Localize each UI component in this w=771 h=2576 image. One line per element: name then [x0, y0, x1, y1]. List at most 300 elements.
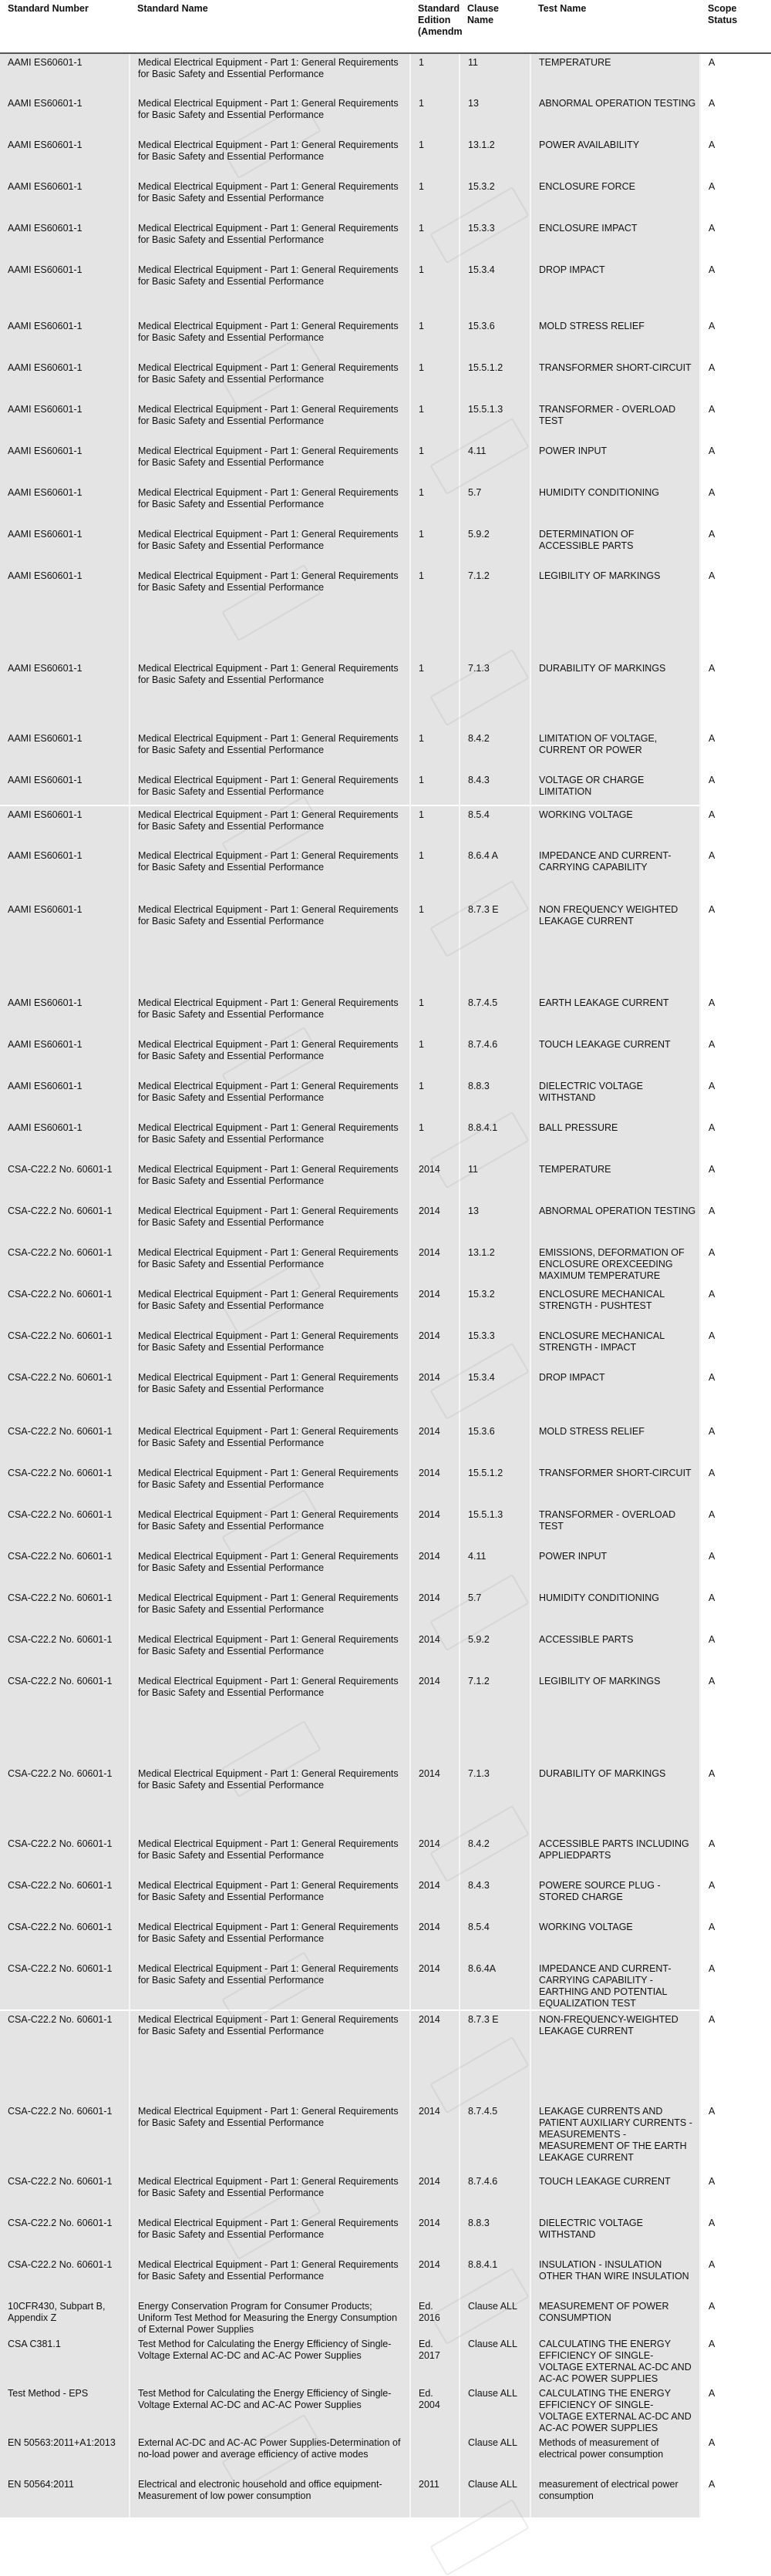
table-row [0, 2476, 771, 2517]
table-row [0, 178, 771, 220]
scope-status-cell: A [700, 805, 771, 847]
table-row [0, 1036, 771, 1078]
table-row [0, 772, 771, 805]
standard-number-cell: CSA-C22.2 No. 60601-1 [0, 1548, 130, 1589]
scope-status-cell: A [700, 1835, 771, 1877]
clause-cell: 8.7.3 E [460, 2010, 530, 2103]
table-row [0, 805, 771, 847]
standard-name-cell: Medical Electrical Equipment - Part 1: General Requirements for Basic Safety and Essential Performance [130, 2256, 410, 2298]
test-name-cell: ENCLOSURE FORCE [530, 178, 700, 220]
standard-number-cell: AAMI ES60601-1 [0, 178, 130, 220]
standard-name-cell: Test Method for Calculating the Energy Efficiency of Single-Voltage External AC-DC and AC-AC Power Supplies [130, 2336, 410, 2385]
clause-cell: 11 [460, 53, 530, 95]
scope-status-cell: A [700, 359, 771, 401]
clause-cell: 8.8.3 [460, 2214, 530, 2256]
clause-cell: 7.1.2 [460, 1673, 530, 1765]
col-header-clause-name: Clause Name [460, 0, 530, 53]
clause-cell: Clause ALL [460, 2476, 530, 2517]
table-row [0, 1327, 771, 1369]
edition-cell: 1 [410, 1078, 460, 1119]
standard-name-cell: Medical Electrical Equipment - Part 1: General Requirements for Basic Safety and Essential Performance [130, 1506, 410, 1548]
table-row [0, 1078, 771, 1119]
standard-number-cell: AAMI ES60601-1 [0, 805, 130, 847]
table-row [0, 2256, 771, 2298]
test-name-cell: TOUCH LEAKAGE CURRENT [530, 2173, 700, 2214]
test-name-cell: LEAKAGE CURRENTS AND PATIENT AUXILIARY CURRENTS - MEASUREMENTS - MEASUREMENT OF THE EARTH LEAKAGE CURRENT [530, 2103, 700, 2173]
test-name-cell: MOLD STRESS RELIEF [530, 1423, 700, 1465]
standard-number-cell: CSA-C22.2 No. 60601-1 [0, 1423, 130, 1465]
standard-number-cell: CSA C381.1 [0, 2336, 130, 2385]
scope-status-cell: A [700, 1960, 771, 2010]
clause-cell: 15.3.6 [460, 318, 530, 359]
standard-name-cell: Medical Electrical Equipment - Part 1: General Requirements for Basic Safety and Essential Performance [130, 53, 410, 95]
edition-cell: 2014 [410, 1765, 460, 1835]
clause-cell: 15.5.1.2 [460, 1465, 530, 1506]
clause-cell: 8.8.4.1 [460, 2256, 530, 2298]
test-name-cell: LEGIBILITY OF MARKINGS [530, 567, 700, 660]
test-name-cell: POWER INPUT [530, 1548, 700, 1589]
test-name-cell: TEMPERATURE [530, 1161, 700, 1202]
scope-status-cell: A [700, 1078, 771, 1119]
standard-number-cell: AAMI ES60601-1 [0, 261, 130, 318]
test-name-cell: BALL PRESSURE [530, 1119, 700, 1161]
clause-cell: 7.1.3 [460, 660, 530, 730]
standard-name-cell: Medical Electrical Equipment - Part 1: General Requirements for Basic Safety and Essential Performance [130, 660, 410, 730]
clause-cell: 5.7 [460, 484, 530, 526]
test-name-cell: DURABILITY OF MARKINGS [530, 660, 700, 730]
standard-name-cell: Medical Electrical Equipment - Part 1: General Requirements for Basic Safety and Essential Performance [130, 1465, 410, 1506]
standard-name-cell: Medical Electrical Equipment - Part 1: General Requirements for Basic Safety and Essential Performance [130, 1078, 410, 1119]
test-name-cell: DROP IMPACT [530, 261, 700, 318]
edition-cell: 1 [410, 660, 460, 730]
test-name-cell: DIELECTRIC VOLTAGE WITHSTAND [530, 2214, 700, 2256]
scope-status-cell: A [700, 442, 771, 484]
table-row [0, 484, 771, 526]
standard-number-cell: CSA-C22.2 No. 60601-1 [0, 1765, 130, 1835]
clause-cell: 8.5.4 [460, 805, 530, 847]
edition-cell: 1 [410, 95, 460, 136]
scope-status-cell: A [700, 1877, 771, 1919]
scope-status-cell: A [700, 2173, 771, 2214]
standard-name-cell: Medical Electrical Equipment - Part 1: General Requirements for Basic Safety and Essential Performance [130, 2214, 410, 2256]
test-name-cell: POWER INPUT [530, 442, 700, 484]
table-row [0, 1286, 771, 1327]
standard-number-cell: AAMI ES60601-1 [0, 901, 130, 994]
test-name-cell: TRANSFORMER SHORT-CIRCUIT [530, 359, 700, 401]
test-name-cell: measurement of electrical power consumption [530, 2476, 700, 2517]
edition-cell: 2014 [410, 1506, 460, 1548]
standard-name-cell: Medical Electrical Equipment - Part 1: General Requirements for Basic Safety and Essential Performance [130, 1877, 410, 1919]
edition-cell: 1 [410, 901, 460, 994]
edition-cell: 2014 [410, 1548, 460, 1589]
test-name-cell: NON-FREQUENCY-WEIGHTED LEAKAGE CURRENT [530, 2010, 700, 2103]
scope-status-cell: A [700, 220, 771, 261]
scope-status-cell: A [700, 1548, 771, 1589]
scope-status-cell: A [700, 136, 771, 178]
table-row [0, 1631, 771, 1673]
scope-status-cell: A [700, 53, 771, 95]
test-name-cell: ENCLOSURE MECHANICAL STRENGTH - PUSHTEST [530, 1286, 700, 1327]
edition-cell: 1 [410, 136, 460, 178]
standard-name-cell: Electrical and electronic household and office equipment-Measurement of low power consumption [130, 2476, 410, 2517]
test-name-cell: ABNORMAL OPERATION TESTING [530, 1202, 700, 1244]
standard-number-cell: AAMI ES60601-1 [0, 136, 130, 178]
clause-cell: 8.8.4.1 [460, 1119, 530, 1161]
clause-cell: 15.3.6 [460, 1423, 530, 1465]
standard-number-cell: Test Method - EPS [0, 2385, 130, 2434]
edition-cell: 2014 [410, 1423, 460, 1465]
standard-number-cell: CSA-C22.2 No. 60601-1 [0, 1202, 130, 1244]
scope-status-cell: A [700, 1423, 771, 1465]
standard-name-cell: Medical Electrical Equipment - Part 1: General Requirements for Basic Safety and Essential Performance [130, 1548, 410, 1589]
standard-name-cell: External AC-DC and AC-AC Power Supplies-Determination of no-load power and average efficiency of active modes [130, 2434, 410, 2476]
clause-cell: 15.3.2 [460, 178, 530, 220]
clause-cell: 5.7 [460, 1589, 530, 1631]
standard-name-cell: Medical Electrical Equipment - Part 1: General Requirements for Basic Safety and Essential Performance [130, 1631, 410, 1673]
standard-name-cell: Medical Electrical Equipment - Part 1: General Requirements for Basic Safety and Essential Performance [130, 1960, 410, 2010]
scope-status-cell: A [700, 994, 771, 1036]
clause-cell: 15.5.1.3 [460, 401, 530, 442]
test-name-cell: TRANSFORMER SHORT-CIRCUIT [530, 1465, 700, 1506]
edition-cell: 2014 [410, 1244, 460, 1286]
standard-number-cell: AAMI ES60601-1 [0, 1119, 130, 1161]
clause-cell: 4.11 [460, 1548, 530, 1589]
table-row [0, 2214, 771, 2256]
standard-name-cell: Test Method for Calculating the Energy Efficiency of Single-Voltage External AC-DC and AC-AC Power Supplies [130, 2385, 410, 2434]
test-name-cell: ENCLOSURE IMPACT [530, 220, 700, 261]
test-name-cell: POWER AVAILABILITY [530, 136, 700, 178]
scope-status-cell: A [700, 1673, 771, 1765]
clause-cell: 13 [460, 95, 530, 136]
edition-cell: 2014 [410, 2103, 460, 2173]
standard-number-cell: CSA-C22.2 No. 60601-1 [0, 2173, 130, 2214]
test-name-cell: VOLTAGE OR CHARGE LIMITATION [530, 772, 700, 805]
standard-number-cell: CSA-C22.2 No. 60601-1 [0, 1369, 130, 1423]
table-row [0, 2336, 771, 2385]
scope-status-cell: A [700, 1286, 771, 1327]
test-name-cell: MEASUREMENT OF POWER CONSUMPTION [530, 2298, 700, 2336]
test-name-cell: POWERE SOURCE PLUG - STORED CHARGE [530, 1877, 700, 1919]
table-row [0, 318, 771, 359]
standard-name-cell: Medical Electrical Equipment - Part 1: General Requirements for Basic Safety and Essential Performance [130, 1765, 410, 1835]
standard-name-cell: Medical Electrical Equipment - Part 1: General Requirements for Basic Safety and Essential Performance [130, 318, 410, 359]
edition-cell: 2014 [410, 1960, 460, 2010]
edition-cell: 2014 [410, 1919, 460, 1960]
table-row [0, 1673, 771, 1765]
standard-name-cell: Medical Electrical Equipment - Part 1: General Requirements for Basic Safety and Essential Performance [130, 567, 410, 660]
table-row [0, 359, 771, 401]
scope-status-cell: A [700, 2298, 771, 2336]
clause-cell: 8.6.4A [460, 1960, 530, 2010]
clause-cell: 8.4.3 [460, 1877, 530, 1919]
clause-cell: 8.7.3 E [460, 901, 530, 994]
edition-cell: 1 [410, 484, 460, 526]
table-row [0, 660, 771, 730]
standard-number-cell: AAMI ES60601-1 [0, 567, 130, 660]
edition-cell: 1 [410, 1119, 460, 1161]
scope-status-cell: A [700, 178, 771, 220]
scope-status-cell: A [700, 484, 771, 526]
col-header-scope-status: Scope Status [700, 0, 771, 53]
test-name-cell: ENCLOSURE MECHANICAL STRENGTH - IMPACT [530, 1327, 700, 1369]
test-name-cell: TOUCH LEAKAGE CURRENT [530, 1036, 700, 1078]
table-row [0, 401, 771, 442]
edition-cell: 2014 [410, 1161, 460, 1202]
table-row [0, 1202, 771, 1244]
edition-cell: 1 [410, 401, 460, 442]
standard-number-cell: EN 50563:2011+A1:2013 [0, 2434, 130, 2476]
col-header-standard-number: Standard Number [0, 0, 130, 53]
scope-status-cell: A [700, 1119, 771, 1161]
table-row [0, 1465, 771, 1506]
standard-number-cell: AAMI ES60601-1 [0, 847, 130, 901]
standard-number-cell: AAMI ES60601-1 [0, 730, 130, 772]
table-row [0, 1119, 771, 1161]
clause-cell: 5.9.2 [460, 526, 530, 567]
table-row [0, 136, 771, 178]
scope-status-cell: A [700, 2256, 771, 2298]
table-row [0, 1548, 771, 1589]
standard-name-cell: Medical Electrical Equipment - Part 1: General Requirements for Basic Safety and Essential Performance [130, 730, 410, 772]
standard-number-cell: CSA-C22.2 No. 60601-1 [0, 1877, 130, 1919]
test-name-cell: IMPEDANCE AND CURRENT-CARRYING CAPABILITY - EARTHING AND POTENTIAL EQUALIZATION TEST [530, 1960, 700, 2010]
standard-number-cell: AAMI ES60601-1 [0, 318, 130, 359]
table-row [0, 1960, 771, 2010]
table-row [0, 1161, 771, 1202]
table-row [0, 1244, 771, 1286]
table-row [0, 1877, 771, 1919]
standard-name-cell: Medical Electrical Equipment - Part 1: General Requirements for Basic Safety and Essential Performance [130, 220, 410, 261]
edition-cell: 1 [410, 526, 460, 567]
edition-cell: 1 [410, 772, 460, 805]
table-row [0, 261, 771, 318]
scope-status-cell: A [700, 1327, 771, 1369]
edition-cell: 2014 [410, 1465, 460, 1506]
clause-cell: 8.5.4 [460, 1919, 530, 1960]
scope-status-cell: A [700, 526, 771, 567]
clause-cell: 15.3.3 [460, 220, 530, 261]
standard-name-cell: Energy Conservation Program for Consumer Products; Uniform Test Method for Measuring the Energy Consumption of External Power Supplies [130, 2298, 410, 2336]
edition-cell: 2014 [410, 1673, 460, 1765]
edition-cell: 2014 [410, 1835, 460, 1877]
table-row [0, 95, 771, 136]
edition-cell: 2014 [410, 1877, 460, 1919]
clause-cell: Clause ALL [460, 2336, 530, 2385]
edition-cell: 2014 [410, 2010, 460, 2103]
table-header [0, 0, 771, 53]
standard-name-cell: Medical Electrical Equipment - Part 1: General Requirements for Basic Safety and Essential Performance [130, 1244, 410, 1286]
standard-number-cell: 10CFR430, Subpart B, Appendix Z [0, 2298, 130, 2336]
test-name-cell: TRANSFORMER - OVERLOAD TEST [530, 401, 700, 442]
clause-cell: 15.3.3 [460, 1327, 530, 1369]
table-row [0, 901, 771, 994]
col-header-test-name: Test Name [530, 0, 700, 53]
test-name-cell: IMPEDANCE AND CURRENT-CARRYING CAPABILITY [530, 847, 700, 901]
standard-name-cell: Medical Electrical Equipment - Part 1: General Requirements for Basic Safety and Essential Performance [130, 1369, 410, 1423]
table-row [0, 2385, 771, 2434]
edition-cell: 1 [410, 805, 460, 847]
col-header-standard-edition: Standard Edition (Amendm [410, 0, 460, 53]
clause-cell: 13.1.2 [460, 1244, 530, 1286]
clause-cell: 15.3.4 [460, 261, 530, 318]
scope-status-cell: A [700, 401, 771, 442]
scope-status-cell: A [700, 1465, 771, 1506]
scope-status-cell: A [700, 847, 771, 901]
edition-cell: 1 [410, 567, 460, 660]
edition-cell: 2014 [410, 2214, 460, 2256]
col-header-standard-name: Standard Name [130, 0, 410, 53]
standard-number-cell: AAMI ES60601-1 [0, 359, 130, 401]
standard-name-cell: Medical Electrical Equipment - Part 1: General Requirements for Basic Safety and Essential Performance [130, 1161, 410, 1202]
standard-name-cell: Medical Electrical Equipment - Part 1: General Requirements for Basic Safety and Essential Performance [130, 178, 410, 220]
standard-name-cell: Medical Electrical Equipment - Part 1: General Requirements for Basic Safety and Essential Performance [130, 2103, 410, 2173]
standard-name-cell: Medical Electrical Equipment - Part 1: General Requirements for Basic Safety and Essential Performance [130, 1589, 410, 1631]
clause-cell: 7.1.3 [460, 1765, 530, 1835]
test-name-cell: DURABILITY OF MARKINGS [530, 1765, 700, 1835]
table-row [0, 526, 771, 567]
test-name-cell: WORKING VOLTAGE [530, 1919, 700, 1960]
test-name-cell: TRANSFORMER - OVERLOAD TEST [530, 1506, 700, 1548]
test-name-cell: ACCESSIBLE PARTS INCLUDING APPLIEDPARTS [530, 1835, 700, 1877]
table-row [0, 2173, 771, 2214]
table-row [0, 220, 771, 261]
standard-number-cell: CSA-C22.2 No. 60601-1 [0, 1589, 130, 1631]
standard-number-cell: CSA-C22.2 No. 60601-1 [0, 2103, 130, 2173]
edition-cell: Ed. 2016 [410, 2298, 460, 2336]
test-name-cell: TEMPERATURE [530, 53, 700, 95]
scope-status-cell: A [700, 1369, 771, 1423]
scope-status-cell: A [700, 2336, 771, 2385]
scope-status-cell: A [700, 660, 771, 730]
standard-name-cell: Medical Electrical Equipment - Part 1: General Requirements for Basic Safety and Essential Performance [130, 526, 410, 567]
test-name-cell: CALCULATING THE ENERGY EFFICIENCY OF SINGLE-VOLTAGE EXTERNAL AC-DC AND AC-AC POWER SUPPLIES [530, 2336, 700, 2385]
standard-name-cell: Medical Electrical Equipment - Part 1: General Requirements for Basic Safety and Essential Performance [130, 901, 410, 994]
header-row [0, 0, 771, 53]
standard-number-cell: CSA-C22.2 No. 60601-1 [0, 1465, 130, 1506]
scope-status-cell: A [700, 2103, 771, 2173]
table-row [0, 1506, 771, 1548]
standard-number-cell: AAMI ES60601-1 [0, 1078, 130, 1119]
scope-status-cell: A [700, 2385, 771, 2434]
clause-cell: 4.11 [460, 442, 530, 484]
scope-status-cell: A [700, 1589, 771, 1631]
table-row [0, 1835, 771, 1877]
scope-status-cell: A [700, 730, 771, 772]
table-row [0, 1765, 771, 1835]
test-name-cell: HUMIDITY CONDITIONING [530, 484, 700, 526]
edition-cell: 2014 [410, 1286, 460, 1327]
scope-status-cell: A [700, 901, 771, 994]
scope-status-cell: A [700, 1765, 771, 1835]
table-row [0, 1423, 771, 1465]
standard-number-cell: CSA-C22.2 No. 60601-1 [0, 1161, 130, 1202]
clause-cell: 8.7.4.5 [460, 994, 530, 1036]
edition-cell: 2011 [410, 2476, 460, 2517]
standard-name-cell: Medical Electrical Equipment - Part 1: General Requirements for Basic Safety and Essential Performance [130, 1835, 410, 1877]
scope-status-cell: A [700, 1161, 771, 1202]
test-name-cell: CALCULATING THE ENERGY EFFICIENCY OF SINGLE-VOLTAGE EXTERNAL AC-DC AND AC-AC POWER SUPPLIES [530, 2385, 700, 2434]
table-row [0, 2298, 771, 2336]
standard-number-cell: AAMI ES60601-1 [0, 660, 130, 730]
standard-number-cell: AAMI ES60601-1 [0, 1036, 130, 1078]
scope-status-cell: A [700, 1244, 771, 1286]
scope-status-cell: A [700, 1919, 771, 1960]
clause-cell: 5.9.2 [460, 1631, 530, 1673]
test-name-cell: NON FREQUENCY WEIGHTED LEAKAGE CURRENT [530, 901, 700, 994]
standard-number-cell: CSA-C22.2 No. 60601-1 [0, 1673, 130, 1765]
table-row [0, 53, 771, 95]
edition-cell: 2014 [410, 1202, 460, 1244]
standard-name-cell: Medical Electrical Equipment - Part 1: General Requirements for Basic Safety and Essential Performance [130, 2173, 410, 2214]
standard-number-cell: AAMI ES60601-1 [0, 526, 130, 567]
test-name-cell: EMISSIONS, DEFORMATION OF ENCLOSURE OREXCEEDING MAXIMUM TEMPERATURE [530, 1244, 700, 1286]
table-row [0, 2103, 771, 2173]
table-row [0, 847, 771, 901]
test-name-cell: WORKING VOLTAGE [530, 805, 700, 847]
clause-cell: 13.1.2 [460, 136, 530, 178]
clause-cell: 8.8.3 [460, 1078, 530, 1119]
edition-cell: 1 [410, 178, 460, 220]
standard-name-cell: Medical Electrical Equipment - Part 1: General Requirements for Basic Safety and Essential Performance [130, 1286, 410, 1327]
edition-cell: 2014 [410, 1369, 460, 1423]
scope-status-cell: A [700, 1036, 771, 1078]
clause-cell: 7.1.2 [460, 567, 530, 660]
standard-number-cell: CSA-C22.2 No. 60601-1 [0, 2256, 130, 2298]
edition-cell: 2014 [410, 2173, 460, 2214]
table-body [0, 53, 771, 2517]
edition-cell: Ed. 2017 [410, 2336, 460, 2385]
standard-number-cell: CSA-C22.2 No. 60601-1 [0, 2010, 130, 2103]
clause-cell: 13 [460, 1202, 530, 1244]
edition-cell: 2014 [410, 1327, 460, 1369]
standard-number-cell: AAMI ES60601-1 [0, 220, 130, 261]
table-row [0, 2434, 771, 2476]
clause-cell: 8.7.4.6 [460, 1036, 530, 1078]
standard-number-cell: CSA-C22.2 No. 60601-1 [0, 1244, 130, 1286]
test-name-cell: HUMIDITY CONDITIONING [530, 1589, 700, 1631]
test-name-cell: DIELECTRIC VOLTAGE WITHSTAND [530, 1078, 700, 1119]
edition-cell: 1 [410, 53, 460, 95]
clause-cell: Clause ALL [460, 2385, 530, 2434]
edition-cell: Ed. 2004 [410, 2385, 460, 2434]
standard-name-cell: Medical Electrical Equipment - Part 1: General Requirements for Basic Safety and Essential Performance [130, 1327, 410, 1369]
standard-name-cell: Medical Electrical Equipment - Part 1: General Requirements for Basic Safety and Essential Performance [130, 136, 410, 178]
table-row [0, 1589, 771, 1631]
standard-name-cell: Medical Electrical Equipment - Part 1: General Requirements for Basic Safety and Essential Performance [130, 1673, 410, 1765]
standard-number-cell: CSA-C22.2 No. 60601-1 [0, 1835, 130, 1877]
scope-status-cell: A [700, 1631, 771, 1673]
table-row [0, 1369, 771, 1423]
standard-number-cell: CSA-C22.2 No. 60601-1 [0, 1919, 130, 1960]
scope-status-cell: A [700, 2476, 771, 2517]
scope-status-cell: A [700, 772, 771, 805]
edition-cell: 2014 [410, 1631, 460, 1673]
edition-cell: 2014 [410, 2256, 460, 2298]
clause-cell: 15.5.1.2 [460, 359, 530, 401]
scope-status-cell: A [700, 95, 771, 136]
standard-number-cell: CSA-C22.2 No. 60601-1 [0, 1327, 130, 1369]
standard-name-cell: Medical Electrical Equipment - Part 1: General Requirements for Basic Safety and Essential Performance [130, 1202, 410, 1244]
clause-cell: 15.3.2 [460, 1286, 530, 1327]
clause-cell: 8.4.2 [460, 730, 530, 772]
clause-cell: 8.6.4 A [460, 847, 530, 901]
standard-name-cell: Medical Electrical Equipment - Part 1: General Requirements for Basic Safety and Essential Performance [130, 261, 410, 318]
standard-number-cell: CSA-C22.2 No. 60601-1 [0, 1631, 130, 1673]
scope-status-cell: A [700, 1202, 771, 1244]
standard-number-cell: CSA-C22.2 No. 60601-1 [0, 1960, 130, 2010]
standard-number-cell: AAMI ES60601-1 [0, 772, 130, 805]
test-name-cell: LIMITATION OF VOLTAGE, CURRENT OR POWER [530, 730, 700, 772]
